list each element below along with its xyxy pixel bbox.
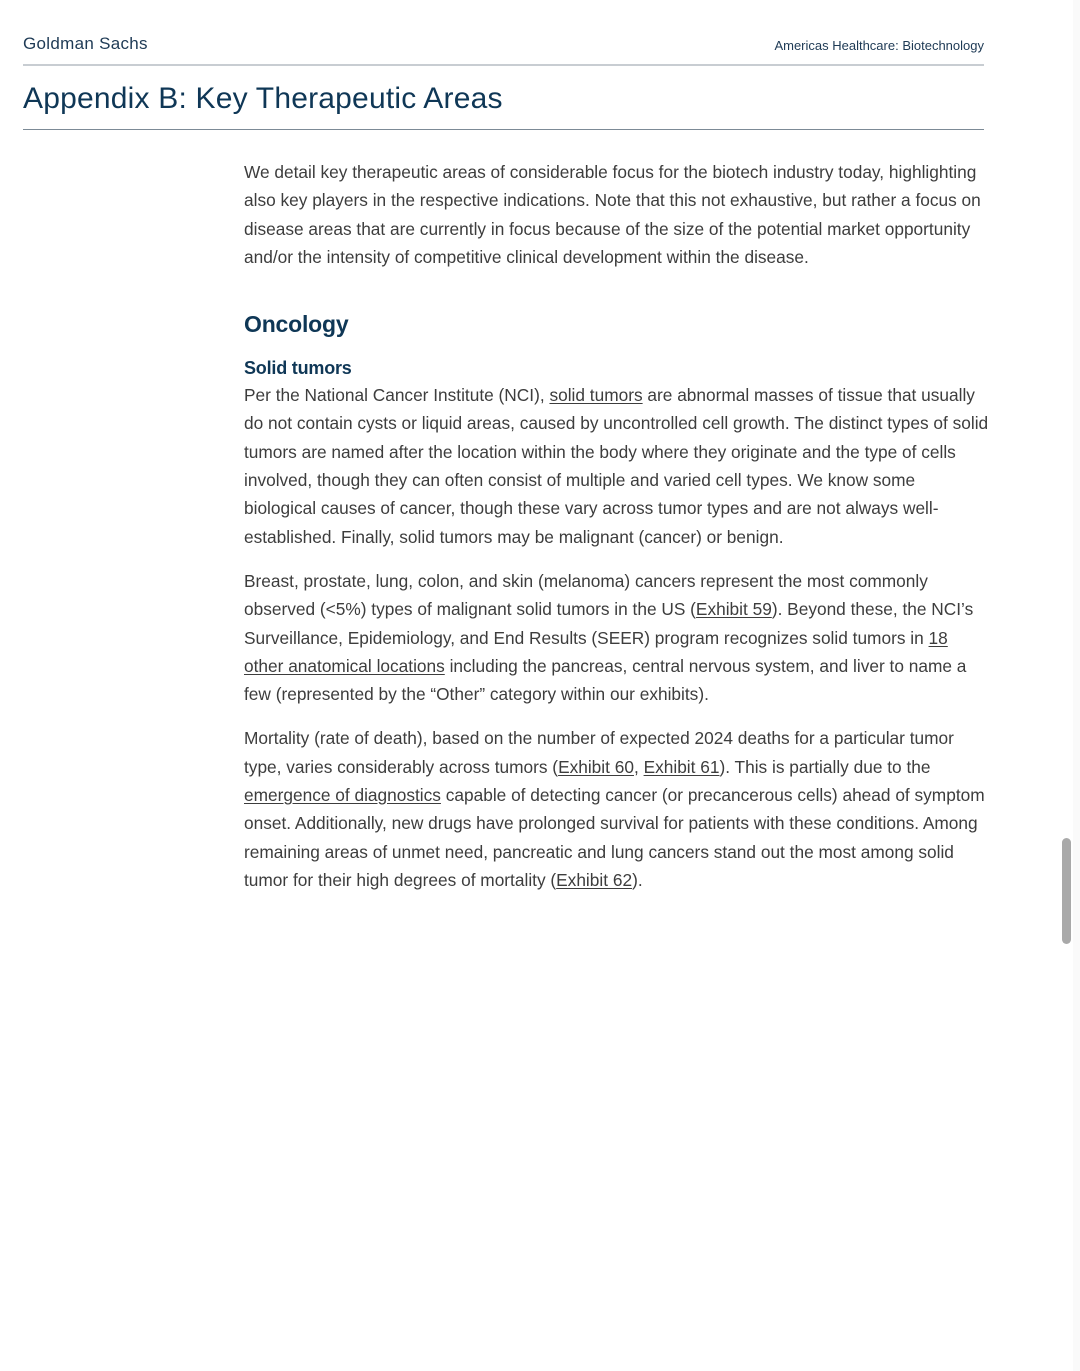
page-header: [23, 32, 984, 66]
link-anatomical-locations[interactable]: 18 other anatomical locations: [244, 627, 948, 676]
report-section-label: Americas Healthcare: Biotechnology: [774, 38, 984, 53]
section-heading-oncology: Oncology: [244, 311, 349, 338]
text-run: ). Beyond these, the NCI’s Surveillance, Epidemiology, and End Results (SEER) program recognizes solid tumors in: [244, 599, 974, 648]
vertical-scrollbar-thumb[interactable]: [1062, 838, 1071, 944]
intro-paragraph: We detail key therapeutic areas of considerable focus for the biotech industry today, highlighting also key players in the respective indications. Note that this not exhaustive, but rather a focus on disease areas that are currently in focus because of the size of the potential market opportunity and/or the intensity of competitive clinical development within the disease.: [244, 162, 981, 267]
text-run: ). This is partially due to the: [719, 756, 931, 777]
link-solid-tumors[interactable]: solid tumors: [549, 385, 643, 406]
text-run: Mortality (rate of death), based on the number of expected 2024 deaths for a particular tumor type, varies considerably across tumors (: [244, 728, 954, 777]
text-run: Per the National Cancer Institute (NCI),: [244, 385, 550, 406]
text-run: are abnormal masses of tissue that usually do not contain cysts or liquid areas, caused by uncontrolled cell growth. The distinct types of solid tumors are named after the location within the body where they originate and the type of cells involved, though they can often consist of multiple and varied cell types. We know some biological causes of cancer, though these vary across tumor types and are not always well-established. Finally, solid tumors may be malignant (cancer) or benign.: [244, 385, 989, 547]
text-run: ).: [632, 869, 643, 890]
text-run: including the pancreas, central nervous system, and liver to name a few (represented by the “Other” category within our exhibits).: [244, 655, 967, 705]
page-title: Appendix B: Key Therapeutic Areas: [23, 82, 503, 115]
title-block: [23, 82, 984, 130]
viewer-edge: [1073, 0, 1080, 1371]
text-run: capable of detecting cancer (or precancerous cells) ahead of symptom onset. Additionally, new drugs have prolonged survival for patients with these conditions. Among remaining areas of unmet need, pancreatic and lung cancers stand out the most among solid tumor for their high degrees of mortality (: [244, 785, 985, 890]
paragraph-solid-tumors-definition: [244, 381, 989, 551]
text-run: Breast, prostate, lung, colon, and skin (melanoma) cancers represent the most commonly observed (<5%) types of malignant solid tumors in the US (: [244, 570, 928, 620]
paragraph-common-tumors: [244, 567, 989, 708]
brand-name: Goldman Sachs: [23, 34, 148, 53]
link-exhibit-60[interactable]: Exhibit 60: [558, 756, 634, 777]
link-exhibit-59[interactable]: Exhibit 59: [695, 599, 772, 620]
link-exhibit-62[interactable]: Exhibit 62: [556, 869, 633, 890]
text-run: ,: [633, 756, 644, 777]
link-emergence-of-diagnostics[interactable]: emergence of diagnostics: [244, 785, 441, 806]
document-body: [244, 158, 989, 894]
paragraph-mortality: [244, 724, 989, 894]
subheading-solid-tumors: Solid tumors: [244, 358, 352, 379]
link-exhibit-61[interactable]: Exhibit 61: [643, 756, 720, 777]
